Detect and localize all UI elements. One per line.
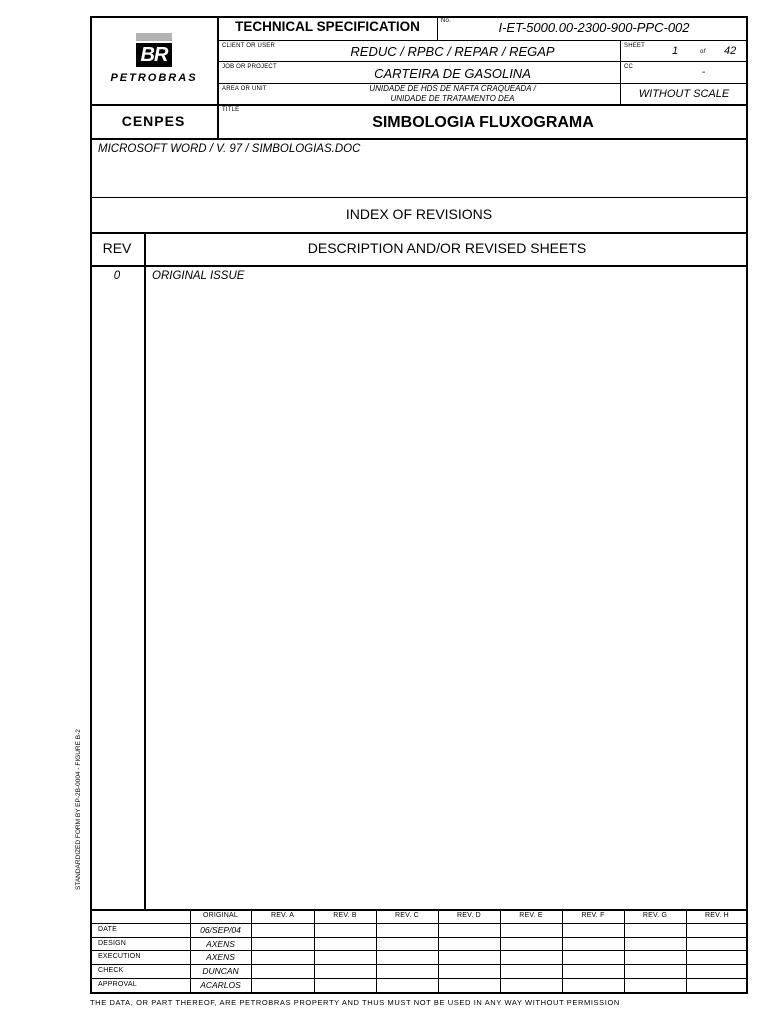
approval-row-line-4	[90, 964, 748, 965]
scale-value: WITHOUT SCALE	[638, 88, 730, 100]
title-label: TITLE	[222, 107, 240, 113]
approval-row-line-5	[90, 978, 748, 979]
revisions-heading-bottom-line	[90, 232, 748, 234]
cc-label: CC	[624, 64, 634, 70]
client-value: REDUC / RPBC / REPAR / REGAP	[350, 44, 555, 59]
cc-value: -	[702, 67, 706, 78]
col-rev-c: REV. C	[395, 912, 419, 919]
col-original: ORIGINAL	[202, 912, 239, 919]
check-original: DUNCAN	[202, 966, 239, 976]
rev-column-divider	[144, 233, 146, 909]
col-rev-e: REV. E	[519, 912, 543, 919]
col-rev-a: REV. A	[270, 912, 295, 919]
approval-table-top-line	[90, 909, 748, 911]
approval-row-line-3	[90, 950, 748, 951]
doc-type: TECHNICAL SPECIFICATION	[235, 19, 420, 34]
area-line-2: UNIDADE DE TRATAMENTO DEA	[390, 94, 515, 103]
header-divider-number	[437, 16, 438, 41]
client-label: CLIENT OR USER	[222, 43, 276, 49]
company-name: PETROBRAS	[110, 72, 198, 84]
header-row-line-2	[218, 61, 748, 62]
col-rev-h: REV. H	[705, 912, 729, 919]
header-row-line-4	[90, 104, 748, 106]
approval-col-line-3	[376, 910, 377, 993]
date-original: 06/SEP/04	[200, 925, 241, 935]
header-row-line-1	[218, 40, 748, 41]
revision-number: 0	[113, 270, 121, 282]
approval-col-line-8	[686, 910, 687, 993]
approval-col-line-6	[562, 910, 563, 993]
col-rev-d: REV. D	[457, 912, 481, 919]
row-label-approval: APPROVAL	[98, 981, 137, 988]
approval-col-line-1	[251, 910, 252, 993]
job-value: CARTEIRA DE GASOLINA	[374, 66, 531, 81]
logo-bar	[136, 33, 172, 41]
design-original: AXENS	[206, 939, 235, 949]
approval-row-line-2	[90, 937, 748, 938]
sheet-total: 42	[724, 45, 737, 57]
sheet-current: 1	[672, 45, 679, 57]
number-label: No.	[441, 18, 451, 24]
row-label-date: DATE	[98, 926, 117, 933]
row-label-execution: EXECUTION	[98, 953, 141, 960]
file-info: MICROSOFT WORD / V. 97 / SIMBOLOGIAS.DOC	[98, 143, 361, 155]
description-column-header: DESCRIPTION AND/OR REVISED SHEETS	[307, 240, 587, 256]
department: CENPES	[121, 113, 186, 129]
header-bottom-line	[90, 138, 748, 140]
approval-row-line-1	[90, 923, 748, 924]
approval-original: ACARLOS	[200, 980, 241, 990]
execution-original: AXENS	[206, 952, 235, 962]
col-rev-f: REV. F	[581, 912, 605, 919]
approval-col-line-4	[438, 910, 439, 993]
file-info-bottom-line	[90, 197, 748, 198]
revisions-heading: INDEX OF REVISIONS	[345, 206, 493, 222]
side-note: STANDARDIZED FORM BY EP-2B-0004 - FIGURE B-2	[75, 729, 82, 890]
logo-text: BR	[140, 44, 168, 66]
approval-col-line-2	[314, 910, 315, 993]
document-frame	[90, 16, 748, 994]
document-title: SIMBOLOGIA FLUXOGRAMA	[372, 114, 594, 131]
area-label: AREA OR UNIT	[222, 86, 267, 92]
col-rev-g: REV. G	[642, 912, 668, 919]
col-rev-b: REV. B	[333, 912, 357, 919]
row-label-design: DESIGN	[98, 940, 127, 947]
rev-column-header: REV	[102, 240, 132, 256]
footer-notice: THE DATA, OR PART THEREOF, ARE PETROBRAS PROPERTY AND THUS MUST NOT BE USED IN ANY WAY WITHOUT PERMISSION	[90, 998, 620, 1007]
petrobras-logo	[136, 43, 172, 67]
revision-description: ORIGINAL ISSUE	[152, 270, 245, 282]
approval-col-line-7	[624, 910, 625, 993]
row-label-check: CHECK	[98, 967, 124, 974]
sheet-of: of	[700, 49, 706, 55]
area-line-1: UNIDADE DE HDS DE NAFTA CRAQUEADA /	[369, 84, 536, 93]
approval-col-line-5	[500, 910, 501, 993]
job-label: JOB OR PROJECT	[222, 64, 277, 70]
revisions-header-bottom-line	[90, 265, 748, 267]
sheet-label: SHEET	[624, 43, 646, 49]
document-number: I-ET-5000.00-2300-900-PPC-002	[498, 20, 690, 35]
